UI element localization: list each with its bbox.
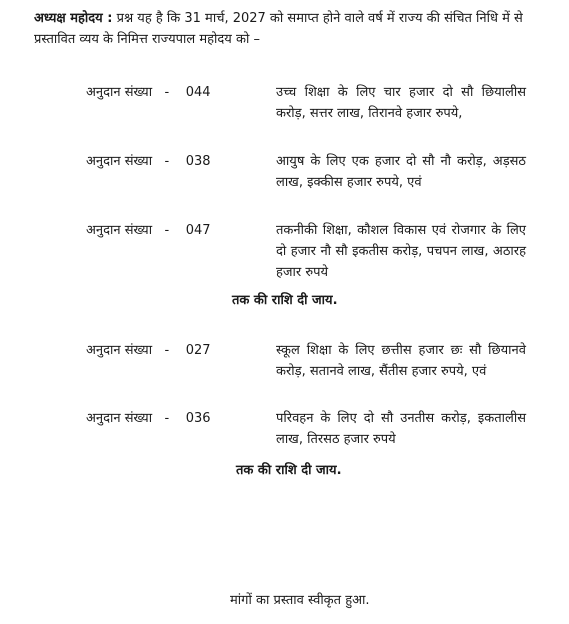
grant-description: स्कूल शिक्षा के लिए छत्तीस हजार छः सौ छियानवे करोड़, सतानवे लाख, सैंतीस हजार रुपये, एवं <box>276 343 526 379</box>
speaker-label: अध्यक्ष महोदय : <box>34 11 113 26</box>
grant-number: 036 <box>185 411 211 426</box>
grant-number: 038 <box>185 154 211 169</box>
grant-id <box>86 340 211 361</box>
grant-number: 027 <box>185 343 211 358</box>
grant-label: अनुदान संख्या <box>86 411 153 426</box>
grant-separator: - <box>164 154 170 169</box>
speaker-statement <box>34 8 554 50</box>
grant-id <box>86 151 211 172</box>
grant-id <box>86 82 211 103</box>
grant-label: अनुदान संख्या <box>86 343 153 358</box>
statement-text: प्रश्न यह है कि 31 मार्च, 2027 को समाप्त होने वाले वर्ष में राज्य की संचित निधि में से प्रस्तावित व्यय के निमित्त राज्यपाल महोदय को – <box>34 11 523 47</box>
closing-line: तक की राशि दी जाय. <box>232 293 338 308</box>
grant-separator: - <box>164 223 170 238</box>
grant-description: आयुष के लिए एक हजार दो सौ नौ करोड़, अड़सठ लाख, इक्कीस हजार रुपये, एवं <box>276 154 526 190</box>
grant-id <box>86 408 211 429</box>
grant-separator: - <box>164 411 170 426</box>
grant-description: उच्च शिक्षा के लिए चार हजार दो सौ छियालीस करोड़, सत्तर लाख, तिरानवे हजार रुपये, <box>276 85 526 121</box>
closing-line: तक की राशि दी जाय. <box>236 463 342 478</box>
grant-number: 044 <box>185 85 211 100</box>
proposal-accepted: मांगों का प्रस्ताव स्वीकृत हुआ. <box>230 593 370 608</box>
grant-description: परिवहन के लिए दो सौ उनतीस करोड़, इकतालीस लाख, तिरसठ हजार रुपये <box>276 411 526 447</box>
grant-label: अनुदान संख्या <box>86 85 153 100</box>
grant-label: अनुदान संख्या <box>86 223 153 238</box>
grant-separator: - <box>164 343 170 358</box>
grant-separator: - <box>164 85 170 100</box>
grant-number: 047 <box>185 223 211 238</box>
grant-description: तकनीकी शिक्षा, कौशल विकास एवं रोजगार के लिए दो हजार नौ सौ इकतीस करोड़, पचपन लाख, अठारह हजार रुपये <box>276 223 526 280</box>
grant-id <box>86 220 211 241</box>
grant-label: अनुदान संख्या <box>86 154 153 169</box>
